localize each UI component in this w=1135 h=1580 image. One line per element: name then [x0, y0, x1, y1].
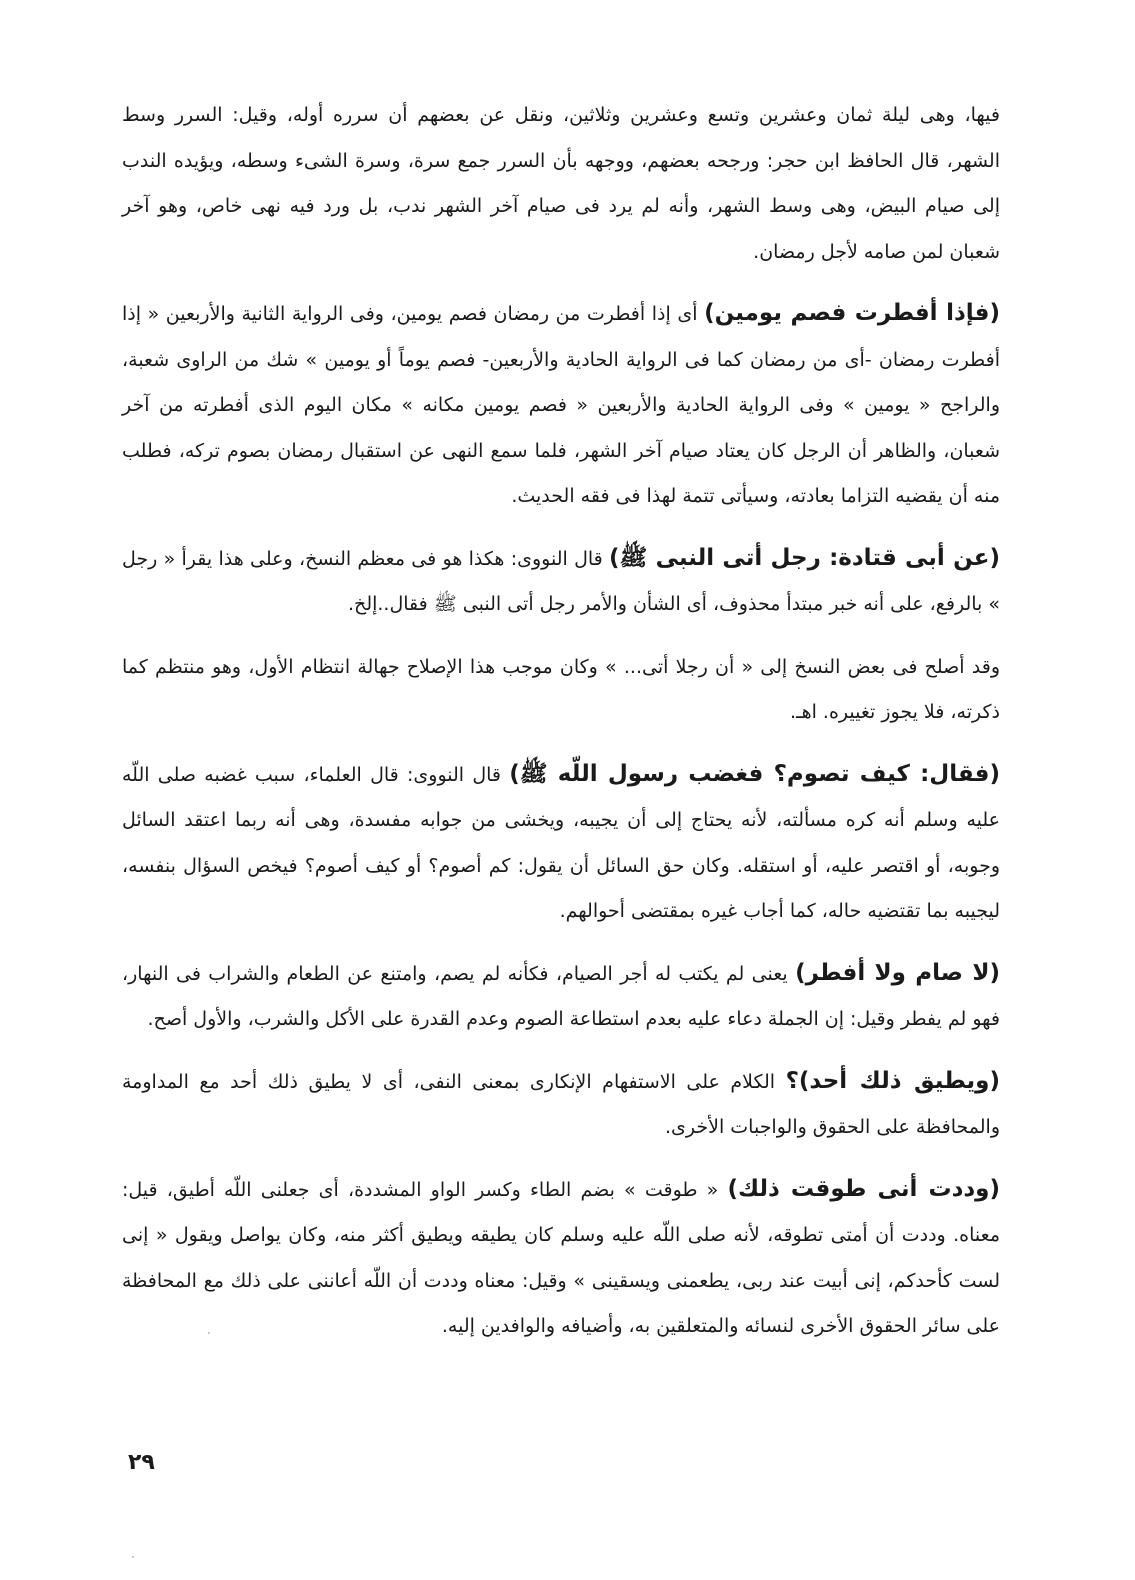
paragraph [122, 291, 1000, 520]
paragraph-lead: (عن أبى قتادة: رجل أتى النبى ﷺ) [609, 544, 1000, 571]
paragraph [122, 536, 1000, 628]
paragraph [122, 1059, 1000, 1151]
paragraph [122, 644, 1000, 736]
paragraph-text: أى إذا أفطرت من رمضان فصم يومين، وفى الرواية الثانية والأربعين « إذا أفطرت رمضان -أى من رمضان كما فى الرواية الحادية والأربعين- فصم يوماً أو يومين » شك من الراوى شعبة، والراجح « يومين » وفى الرواية الحادية والأربعين « فصم يومين مكانه » مكان اليوم الذى أفطرته من آخر شعبان، والظاهر أن الرجل كان يعتاد صيام آخر الشهر، فلما سمع النهى عن استقبال رمضان بصوم تركه، فطلب منه أن يقضيه التزاما بعادته، وسيأتى تتمة لهذا فى فقه الحديث. [122, 303, 1000, 507]
paragraph-lead: (لا صام ولا أفطر) [795, 959, 1000, 986]
paragraph-text: وقد أصلح فى بعض النسخ إلى « أن رجلا أتى... » وكان موجب هذا الإصلاح جهالة انتظام الأول، وهو منتظم كما ذكرته، فلا يجوز تغييره. اهـ. [122, 655, 1000, 723]
paragraph [122, 951, 1000, 1043]
page-body [122, 92, 1000, 1366]
paragraph [122, 92, 1000, 275]
paragraph-lead: (فقال: كيف تصوم؟ فغضب رسول اللّه ﷺ) [509, 760, 1000, 787]
paragraph-lead: (فإذا أفطرت فصم يومين) [704, 300, 1000, 326]
paragraph-lead: (وددت أنى طوقت ذلك) [727, 1175, 1000, 1202]
page-number: ٢٩ [128, 1450, 155, 1475]
paragraph-text: قال النووى: قال العلماء، سبب غضبه صلى اللّه عليه وسلم أنه كره مسألته، لأنه يحتاج إلى أن يجيبه، ويخشى من جوابه مفسدة، وهى أنه ربما اعتقد السائل وجوبه، أو اقتصر عليه، أو استقله. وكان حق السائل أن يقول: كم أصوم؟ أو كيف أصوم؟ فيخص السؤال بنفسه، ليجيبه بما تقتضيه حاله، كما أجاب غيره بمقتضى أحوالهم. [122, 763, 1000, 922]
paragraph-text: يعنى لم يكتب له أجر الصيام، فكأنه لم يصم، وامتنع عن الطعام والشراب فى النهار، فهو لم يفطر وقيل: إن الجملة دعاء عليه بعدم استطاعة الصوم وعدم القدرة على الأكل والشرب، والأول أصح. [122, 962, 1000, 1030]
paragraph-lead: (ويطيق ذلك أحد)؟ [785, 1067, 1000, 1094]
paragraph-text: فيها، وهى ليلة ثمان وعشرين وتسع وعشرين وثلاثين، ونقل عن بعضهم أن سرره أوله، وقيل: السرر وسط الشهر، قال الحافظ ابن حجر: ورجحه بعضهم، ووجهه بأن السرر جمع سرة، وسرة الشىء وسطه، ويؤيده الندب إلى صيام البيض، وهى وسط الشهر، وأنه لم يرد فى صيام آخر الشهر ندب، بل ورد فيه نهى خاص، وهو آخر شعبان لمن صامه لأجل رمضان. [122, 104, 1000, 263]
scan-speck [132, 1556, 134, 1558]
scan-speck [208, 1332, 210, 1334]
paragraph-text: « طوقت » بضم الطاء وكسر الواو المشددة، أى جعلنى اللّه أطيق، قيل: معناه. وددت أن أمتى تطوقه، لأنه صلى اللّه عليه وسلم كان يطيقه ويطيق أكثر منه، وكان يواصل ويقول « إنى لست كأحدكم، إنى أبيت عند ربى، يطعمنى ويسقينى » وقيل: معناه وددت أن اللّه أعاننى على ذلك مع المحافظة على سائر الحقوق الأخرى لنسائه والمتعلقين به، وأضيافه والوافدين إليه. [122, 1178, 1000, 1337]
paragraph [122, 752, 1000, 935]
paragraph-text: الكلام على الاستفهام الإنكارى بمعنى النفى، أى لا يطيق ذلك أحد مع المداومة والمحافظة على الحقوق والواجبات الأخرى. [122, 1070, 1000, 1138]
paragraph-text: قال النووى: هكذا هو فى معظم النسخ، وعلى هذا يقرأ « رجل » بالرفع، على أنه خبر مبتدأ محذوف، أى الشأن والأمر رجل أتى النبى ﷺ فقال..إلخ. [122, 547, 1000, 615]
paragraph [122, 1167, 1000, 1350]
